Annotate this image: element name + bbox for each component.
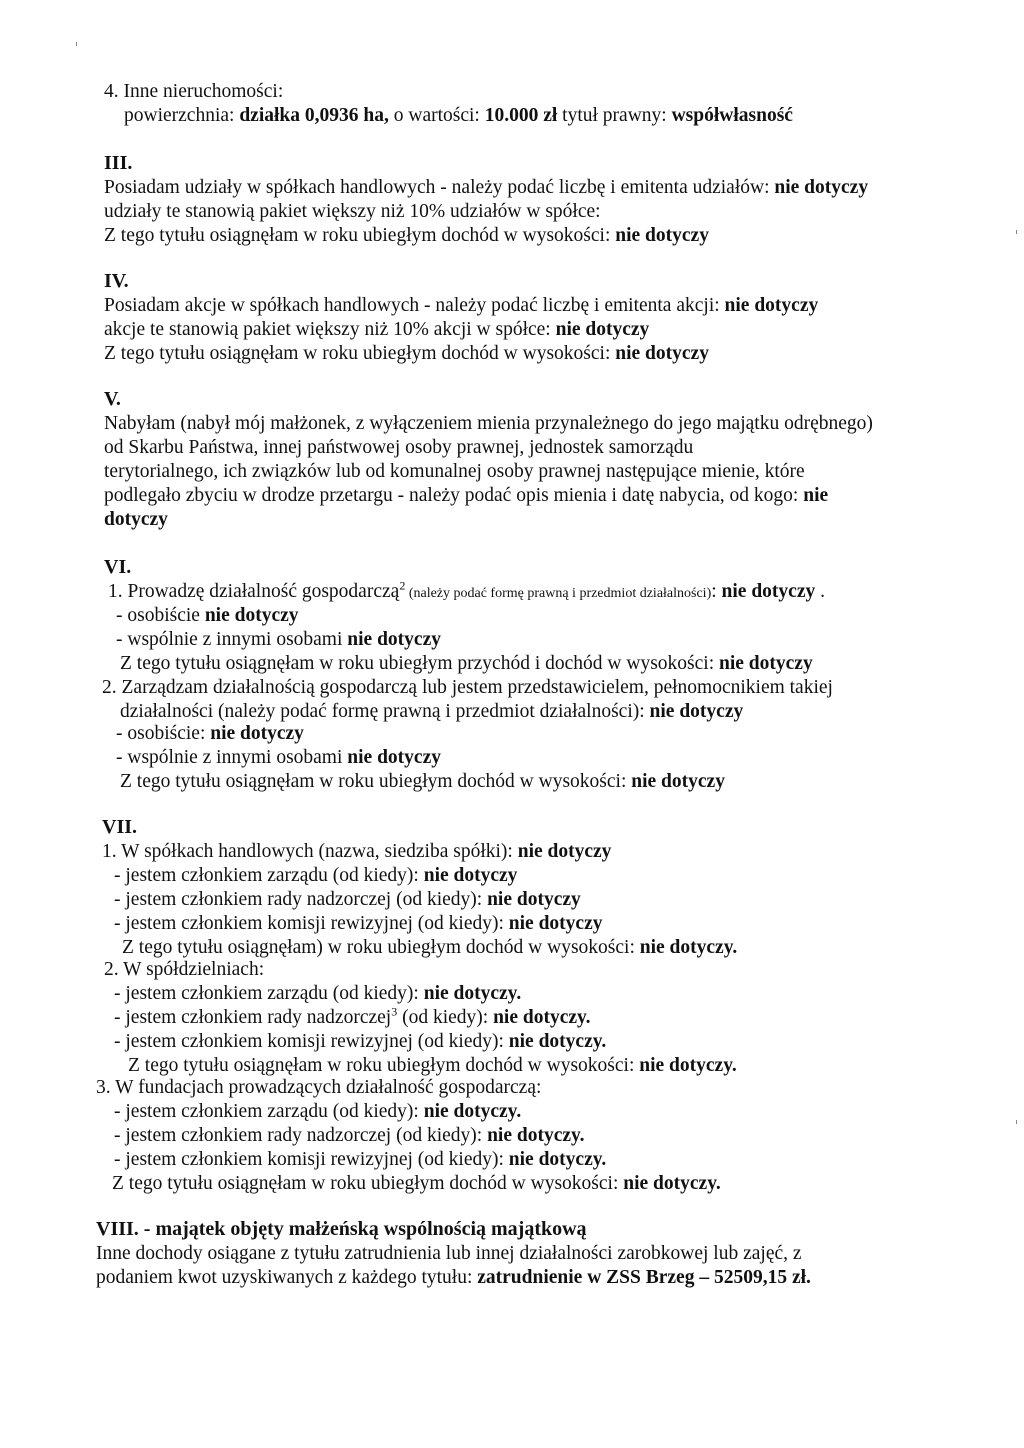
section-vii-line (122, 936, 737, 959)
text: o wartości: (388, 105, 485, 126)
section-iii-line (104, 176, 868, 199)
section-vii-line (114, 912, 602, 935)
text: 1. Prowadzę działalność gospodarczą (108, 581, 400, 602)
section-iv-line (104, 342, 709, 365)
section-v-heading: V. (104, 388, 121, 410)
answer: nie dotyczy (517, 841, 612, 862)
text: . (815, 581, 825, 602)
answer: nie dotyczy (631, 771, 725, 792)
text: podaniem kwot uzyskiwanych z każdego tytułu: (96, 1267, 478, 1288)
section-vii-line (114, 1100, 521, 1123)
section-vii-line (114, 1124, 585, 1147)
section-vii-line: 2. W spółdzielniach: (104, 959, 265, 980)
text: - jestem członkiem komisji rewizyjnej (od kiedy): (114, 1149, 509, 1170)
text: Z tego tytułu osiągnęłam w roku ubiegłym dochód w wysokości: (120, 771, 632, 792)
text: - wspólnie z innymi osobami (116, 629, 348, 650)
section-viii-heading: VIII. - majątek objęty małżeńską wspólnością majątkową (96, 1218, 587, 1240)
section-vi-line: 2. Zarządzam działalnością gospodarczą lub jestem przedstawicielem, pełnomocnikiem takiej (102, 677, 833, 698)
section-vii-line (112, 1172, 721, 1195)
answer: nie dotyczy. (493, 1007, 591, 1028)
legal-title-value: współwłasność (671, 105, 793, 126)
section-vii-line (102, 840, 611, 863)
text: 1. W spółkach handlowych (nazwa, siedziba spółki): (102, 841, 518, 862)
text: (od kiedy): (397, 1007, 494, 1028)
answer: nie dotyczy (347, 629, 441, 650)
text: powierzchnia: (124, 105, 240, 126)
text: - jestem członkiem zarządu (od kiedy): (114, 983, 424, 1004)
section-iii-heading: III. (104, 152, 133, 174)
text: - jestem członkiem zarządu (od kiedy): (114, 865, 424, 886)
answer: nie dotyczy (721, 581, 816, 602)
text: - jestem członkiem rady nadzorczej (od kiedy): (114, 1125, 488, 1146)
section-viii-line (96, 1266, 811, 1289)
answer: nie dotyczy (508, 913, 603, 934)
answer: nie dotyczy (724, 295, 819, 316)
employment-income: zatrudnienie w ZSS Brzeg – 52509,15 zł. (477, 1267, 811, 1288)
section-vi-line (120, 700, 743, 723)
answer: nie dotyczy (210, 723, 304, 744)
section-vi-line (116, 746, 441, 769)
footnote-ref: 2 (399, 578, 406, 593)
other-real-estate-details (124, 104, 793, 127)
text: Posiadam udziały w spółkach handlowych - należy podać liczbę i emitenta udziałów: (104, 177, 775, 198)
text: - jestem członkiem zarządu (od kiedy): (114, 1101, 424, 1122)
area-value: działka 0,0936 ha, (239, 105, 389, 126)
section-vi-line (120, 770, 725, 793)
answer: nie dotyczy. (639, 937, 738, 958)
text: tytuł prawny: (557, 105, 672, 126)
answer: nie dotyczy. (423, 983, 522, 1004)
section-viii-line: Inne dochody osiągane z tytułu zatrudnienia lub innej działalności zarobkowej lub zajęć, z (96, 1243, 802, 1264)
note-text: (należy podać formę prawną i przedmiot działalności) (405, 586, 712, 601)
section-v-answer: dotyczy (104, 509, 168, 530)
answer: nie dotyczy (615, 225, 709, 246)
scan-speck (1016, 230, 1017, 234)
section-iv-line (104, 318, 649, 341)
section-iii-line: udziały te stanowią pakiet większy niż 10% udziałów w spółce: (104, 201, 601, 222)
section-vii-line: 3. W fundacjach prowadzących działalność gospodarczą: (96, 1077, 542, 1098)
section-vi-line (116, 604, 299, 627)
section-vii-line (114, 1148, 606, 1171)
text: Z tego tytułu osiągnęłam w roku ubiegłym dochód w wysokości: (112, 1173, 624, 1194)
text: - osobiście: (116, 723, 211, 744)
answer: nie dotyczy. (639, 1055, 737, 1076)
section-vii-line (114, 864, 517, 887)
section-iv-heading: IV. (104, 270, 129, 292)
answer: nie dotyczy (487, 889, 581, 910)
answer: nie dotyczy. (508, 1031, 607, 1052)
answer: nie dotyczy (204, 605, 299, 626)
text: akcje te stanowią pakiet większy niż 10% akcji w spółce: (104, 319, 556, 340)
text: - jestem członkiem rady nadzorczej (114, 1007, 392, 1028)
text: - wspólnie z innymi osobami (116, 747, 348, 768)
section-vii-line (114, 1006, 591, 1029)
answer: nie (803, 485, 829, 506)
scan-speck (1016, 1120, 1017, 1124)
text: Z tego tytułu osiągnęłam w roku ubiegłym przychód i dochód w wysokości: (120, 653, 719, 674)
section-vii-line (114, 888, 581, 911)
text: Z tego tytułu osiągnęłam w roku ubiegłym dochód w wysokości: (104, 343, 616, 364)
answer: nie dotyczy (347, 747, 441, 768)
section-vii-heading: VII. (102, 816, 138, 838)
text: - jestem członkiem komisji rewizyjnej (od kiedy): (114, 1031, 509, 1052)
section-v-line: terytorialnego, ich związków lub od komunalnej osoby prawnej następujące mienie, które (104, 461, 805, 482)
text: podlegało zbyciu w drodze przetargu - należy podać opis mienia i datę nabycia, od kogo: (104, 485, 804, 506)
section-v-line: od Skarbu Państwa, innej państwowej osoby prawnej, jednostek samorządu (104, 437, 694, 458)
text: Posiadam akcje w spółkach handlowych - należy podać liczbę i emitenta akcji: (104, 295, 725, 316)
answer: nie dotyczy. (623, 1173, 721, 1194)
section-iv-line (104, 294, 818, 317)
answer: nie dotyczy (555, 319, 650, 340)
text: - osobiście (116, 605, 205, 626)
section-vii-line (114, 1030, 606, 1053)
section-v-line: Nabyłam (nabył mój małżonek, z wyłączeniem mienia przynależnego do jego majątku odrębnego) (104, 413, 873, 434)
section-vi-line (116, 722, 304, 745)
answer: nie dotyczy. (487, 1125, 585, 1146)
text: Z tego tytułu osiągnęłam w roku ubiegłym dochód w wysokości: (104, 225, 616, 246)
text: działalności (należy podać formę prawną i przedmiot działalności): (120, 701, 650, 722)
other-real-estate-title: 4. Inne nieruchomości: (104, 81, 284, 102)
section-vii-line (114, 982, 521, 1005)
answer: nie dotyczy (615, 343, 709, 364)
answer: nie dotyczy (649, 701, 744, 722)
text: Z tego tytułu osiągnęłam) w roku ubiegłym dochód w wysokości: (122, 937, 640, 958)
answer: nie dotyczy. (423, 1101, 522, 1122)
section-vi-line (116, 628, 441, 651)
text: - jestem członkiem rady nadzorczej (od kiedy): (114, 889, 488, 910)
footnote-ref: 3 (391, 1004, 398, 1019)
section-vii-line (128, 1054, 737, 1077)
answer: nie dotyczy. (508, 1149, 607, 1170)
answer: nie dotyczy (774, 177, 869, 198)
section-vi-line (108, 580, 825, 605)
answer: nie dotyczy (423, 865, 518, 886)
answer: nie dotyczy (719, 653, 813, 674)
scan-speck (76, 42, 77, 46)
section-iii-line (104, 224, 709, 247)
text: Z tego tytułu osiągnęłam w roku ubiegłym dochód w wysokości: (128, 1055, 640, 1076)
section-vi-line (120, 652, 813, 675)
text: - jestem członkiem komisji rewizyjnej (od kiedy): (114, 913, 509, 934)
value-amount: 10.000 zł (484, 105, 558, 126)
section-vi-heading: VI. (104, 556, 132, 578)
section-v-line (104, 484, 828, 507)
text: : (711, 581, 722, 602)
